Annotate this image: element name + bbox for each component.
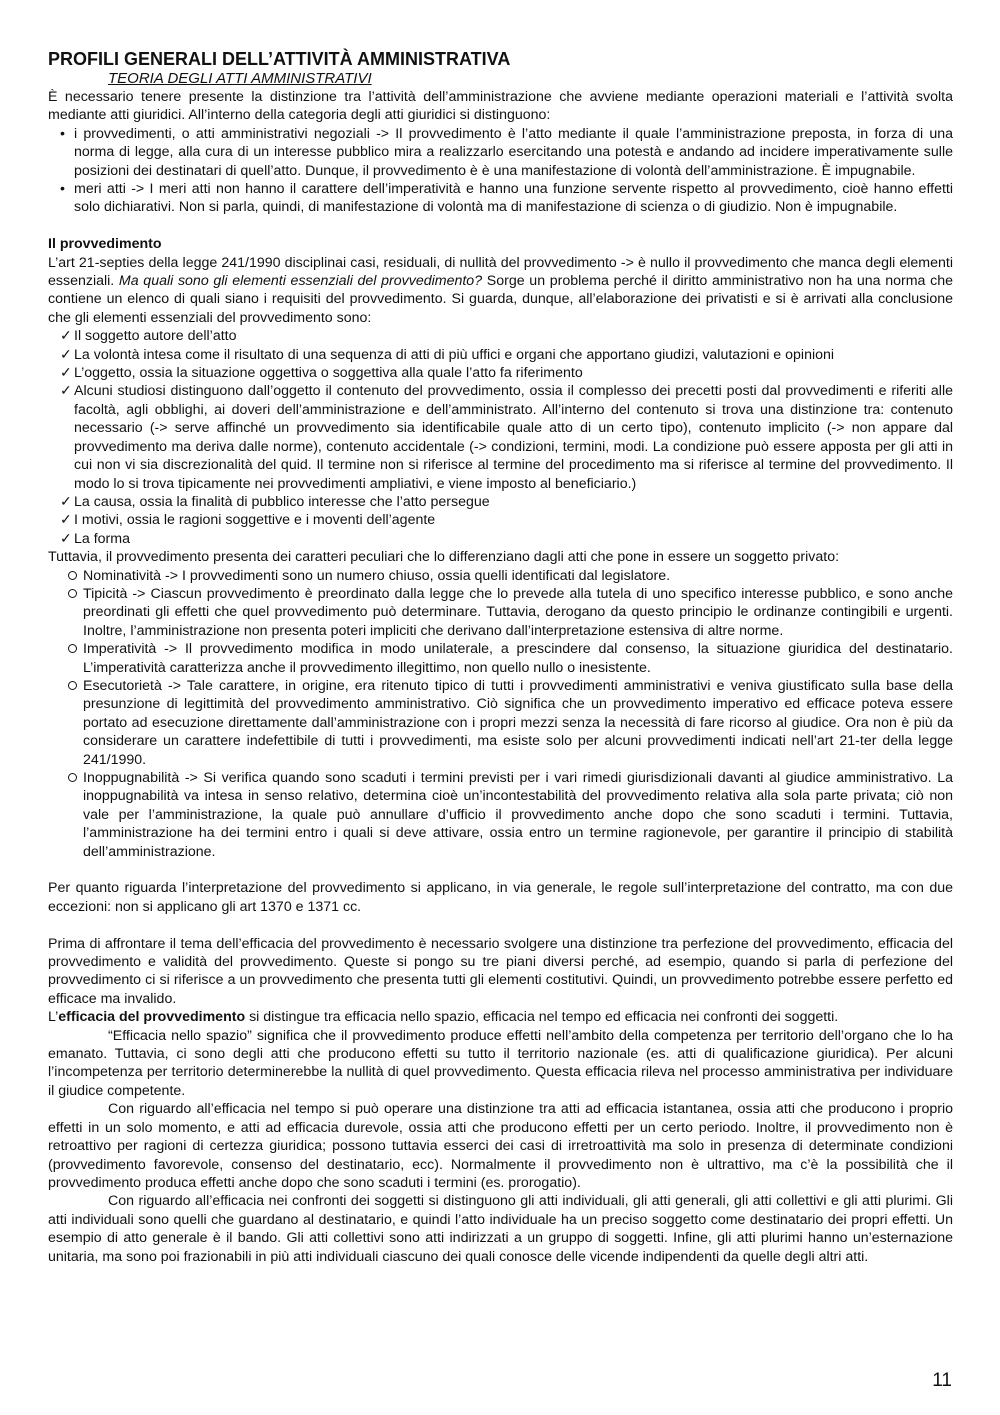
paragraph-text: L’ bbox=[48, 1009, 59, 1026]
list-item-text: Tipicità -> Ciascun provvedimento è preordinato dalla legge che lo prevede alla tutela di uno specifico interesse pubblico, e sono anche preordinati gli effetti che quel provvedimento può determinare. Tuttavia, derogano da questo principio le ordinanze contingibili e urgenti. Inoltre, l’amministrazione non presenta poteri impliciti che derivano dall’interpretazione estensiva di altre norme. bbox=[83, 585, 953, 639]
checkmark-icon: ✓ bbox=[60, 365, 72, 382]
list-item-text: La causa, ossia la finalità di pubblico interesse che l’atto persegue bbox=[74, 493, 490, 510]
efficacia-spazio-paragraph: “Efficacia nello spazio” significa che il provvedimento produce effetti nell’ambito della competenza per territorio dell’organo che lo ha emanato. Tuttavia, ci sono degli atti che producono effetti su tutto il territorio nazionale (es. atti di qualificazione giuridica). Per alcuni l’incompetenza per territorio determinerebbe la nullità di quel provvedimento. Questa efficacia rileva nel processo amministrativa per individuare il giudice competente. bbox=[48, 1027, 953, 1099]
circle-bullet-icon bbox=[68, 681, 77, 690]
spacer bbox=[48, 861, 953, 879]
list-item bbox=[48, 493, 953, 511]
list-item-text: Alcuni studiosi distinguono dall’oggetto il contenuto del provvedimento, ossia il complesso dei precetti posti dal provvedimenti e riferiti alle facoltà, agli obblighi, ai doveri dell’amministrazione e dell’amministrato. All’interno del contenuto si trova una distinzione tra: contenuto necessario (-> serve affinché un provvedimento sia identificabile quale atto di un certo tipo), contenuto implicito (-> non appare dal provvedimento ma deriva dalle norme), contenuto accidentale (-> condizioni, termini, modi. La condizione può essere apposta per gli atti in cui non vi sia discrezionalità del quid. Il termine non si riferisce al termine del procedimento ma si riferisce al termine del provvedimento. Il modo lo si trova tipicamente nei provvedimenti ampliativi, e viene imposto al beneficiario.) bbox=[74, 383, 953, 492]
list-item bbox=[48, 530, 953, 548]
list-item bbox=[48, 180, 953, 217]
efficacia-tempo-paragraph: Con riguardo all’efficacia nel tempo si può operare una distinzione tra atti ad efficacia istantanea, ossia atti che producono i proprio effetti in un solo momento, e atti ad efficacia durevole, ossia atti che producono effetti per un certo periodo. Inoltre, il provvedimento non è retroattivo per ragioni di certezza giuridica; possono tuttavia esserci dei casi di irretroattività ma solo in presenza di determinate condizioni (provvedimento favorevole, consenso del destinatario, ecc). Normalmente il provvedimento non è ultrattivo, ma c’è la possibilità che il provvedimento produca effetti anche dopo che sono scaduti i termini (es. prorogatio). bbox=[48, 1101, 953, 1191]
list-item bbox=[48, 677, 953, 769]
efficacia-intro-paragraph: Prima di affrontare il tema dell’efficacia del provvedimento è necessario svolgere una distinzione tra perfezione del provvedimento, efficacia del provvedimento e validità del provvedimento. Queste si pongo su tre piani diversi perché, ad esempio, quando si parla di perfezione del provvedimento ci si riferisce a un provvedimento che presenta tutti gli elementi costitutivi. Quindi, un provvedimento potrebbe essere perfetto ed efficace ma invalido. bbox=[48, 935, 953, 1007]
page-title: PROFILI GENERALI DELL’ATTIVITÀ AMMINISTRATIVA bbox=[48, 49, 511, 69]
atti-list bbox=[48, 125, 953, 217]
list-item-text: L’oggetto, ossia la situazione oggettiva o soggettiva alla quale l’atto fa riferimento bbox=[74, 365, 583, 382]
checkmark-icon: ✓ bbox=[60, 346, 72, 363]
list-item bbox=[48, 511, 953, 529]
list-item bbox=[48, 585, 953, 640]
paragraph-text: si distingue tra efficacia nello spazio, efficacia nel tempo ed efficacia nei confronti dei soggetti. bbox=[245, 1009, 839, 1026]
page-subtitle: TEORIA DEGLI ATTI AMMINISTRATIVI bbox=[108, 70, 372, 87]
circle-bullet-icon bbox=[68, 571, 77, 580]
list-item-text: La forma bbox=[74, 530, 130, 547]
document-page bbox=[48, 48, 953, 1266]
elementi-list bbox=[48, 327, 953, 548]
bold-term: efficacia del provvedimento bbox=[58, 1009, 246, 1026]
list-item-text: Imperatività -> Il provvedimento modifica in modo unilaterale, a prescindere dal consenso, la situazione giuridica del destinatario. L’imperatività caratterizza anche il provvedimento illegittimo, non quello nullo o inesistente. bbox=[83, 641, 953, 676]
section-paragraph bbox=[48, 254, 953, 328]
spacer bbox=[48, 217, 953, 235]
intro-paragraph: È necessario tenere presente la distinzione tra l’attività dell’amministrazione che avviene mediante operazioni materiali e l’attività svolta mediante atti giuridici. All’interno della categoria degli atti giuridici si distinguono: bbox=[48, 89, 953, 124]
list-item-text: I motivi, ossia le ragioni soggettive e i moventi dell’agente bbox=[74, 512, 436, 529]
list-item bbox=[48, 382, 953, 492]
checkmark-icon: ✓ bbox=[60, 512, 72, 529]
list-item-text: i provvedimenti, o atti amministrativi negoziali -> Il provvedimento è l’atto mediante il quale l’amministrazione preposta, in forza di una norma di legge, alla cura di un interesse pubblico mira a realizzarlo esercitando una potestà e andando ad incidere imperativamente sulle posizioni dei destinatari di quell’atto. Dunque, il provvedimento è è una manifestazione di volontà dell’amministrazione. È impugnabile. bbox=[74, 125, 953, 179]
circle-bullet-icon bbox=[68, 644, 77, 653]
list-item-text: La volontà intesa come il risultato di una sequenza di atti di più uffici e organi che apportano giudizi, valutazioni e opinioni bbox=[74, 346, 835, 363]
page-number: 11 bbox=[932, 1370, 952, 1391]
list-item-text: Esecutorietà -> Tale carattere, in origine, era ritenuto tipico di tutti i provvedimenti amministrativi e veniva giustificato sulla base della presunzione di legittimità del provvedimento amministrativo. Ciò significa che un provvedimento imperativo ed efficace poteva essere portato ad esecuzione direttamente dall’amministrazione con i propri mezzi senza la necessità di fare ricorso al giudice. Ora non è più da considerare un carattere indefettibile di tutti i provvedimenti, ma esiste solo per alcuni provvedimenti indicati nell’art 21-ter della legge 241/1990. bbox=[83, 677, 953, 768]
list-item bbox=[48, 125, 953, 180]
list-item bbox=[48, 640, 953, 677]
efficacia-lead-paragraph bbox=[48, 1008, 953, 1026]
bullet-icon: • bbox=[60, 181, 65, 198]
list-item bbox=[48, 769, 953, 861]
section-heading: Il provvedimento bbox=[48, 236, 162, 253]
circle-bullet-icon bbox=[68, 589, 77, 598]
efficacia-soggetti-paragraph: Con riguardo all’efficacia nei confronti dei soggetti si distinguono gli atti individuali, gli atti generali, gli atti collettivi e gli atti plurimi. Gli atti individuali sono quelli che guardano al destinatario, e quindi l’atto individuale ha un preciso soggetto come destinatario dei propri effetti. Un esempio di atto generale è il bando. Gli atti collettivi sono atti indirizzati a un gruppo di soggetti. Infine, gli atti plurimi hanno un’esternazione unitaria, ma sono poi frazionabili in più atti individuali ciascuno dei quali conosce delle vicende indipendenti da quelle degli altri atti. bbox=[48, 1193, 953, 1265]
checkmark-icon: ✓ bbox=[60, 383, 72, 400]
paragraph-text: Sorge un problema perché il diritto amministrativo non ha una norma che contiene un elenco di quali siano i requisiti del provvedimento. Si guarda, dunque, all’elaborazione dei privatisti e si è arrivati alla conclusione che gli elementi essenziali del provvedimento sono: bbox=[48, 273, 953, 326]
checkmark-icon: ✓ bbox=[60, 328, 72, 345]
checkmark-icon: ✓ bbox=[60, 530, 72, 547]
checkmark-icon: ✓ bbox=[60, 493, 72, 510]
caratteri-list bbox=[48, 567, 953, 862]
paragraph-text: L’art 21-septies della legge 241/1990 disciplinai casi, residuali, di nullità del provvedimento -> è nullo il provvedimento che manca degli elementi essenziali. bbox=[48, 254, 953, 290]
list-item bbox=[48, 567, 953, 585]
spacer bbox=[48, 916, 953, 934]
list-item bbox=[48, 364, 953, 382]
list-item bbox=[48, 327, 953, 345]
caratteri-intro: Tuttavia, il provvedimento presenta dei caratteri peculiari che lo differenziano dagli atti che pone in essere un soggetto privato: bbox=[48, 549, 840, 566]
interpretazione-paragraph: Per quanto riguarda l’interpretazione del provvedimento si applicano, in via generale, le regole sull’interpretazione del contratto, ma con due eccezioni: non si applicano gli art 1370 e 1371 cc. bbox=[48, 880, 953, 915]
list-item-text: meri atti -> I meri atti non hanno il carattere dell’imperatività e hanno una funzione servente rispetto al provvedimento, cioè hanno effetti solo dichiarativi. Non si parla, quindi, di manifestazione di volontà ma di manifestazione di scienza o di giudizio. Non è impugnabile. bbox=[74, 181, 953, 216]
list-item-text: Il soggetto autore dell’atto bbox=[74, 328, 237, 345]
list-item-text: Nominatività -> I provvedimenti sono un numero chiuso, ossia quelli identificati dal legislatore. bbox=[83, 567, 671, 584]
bullet-icon: • bbox=[60, 125, 65, 142]
list-item-text: Inoppugnabilità -> Si verifica quando sono scaduti i termini previsti per i vari rimedi giurisdizionali davanti al giudice amministrativo. La inoppugnabilità va intesa in senso relativo, determina cioè un’incontestabilità del provvedimento relativa alla sola parte privata; ciò non vale per l’amministrazione, la quale può annullare d’ufficio il provvedimento anche dopo che sono scaduti i termini. Tuttavia, l’amministrazione ha dei termini entro i quali si deve attivare, ossia entro un termine ragionevole, per garantire il principio di stabilità dell’amministrazione. bbox=[83, 770, 953, 860]
italic-question: Ma quali sono gli elementi essenziali del provvedimento? bbox=[118, 273, 483, 290]
circle-bullet-icon bbox=[68, 773, 77, 782]
list-item bbox=[48, 346, 953, 364]
